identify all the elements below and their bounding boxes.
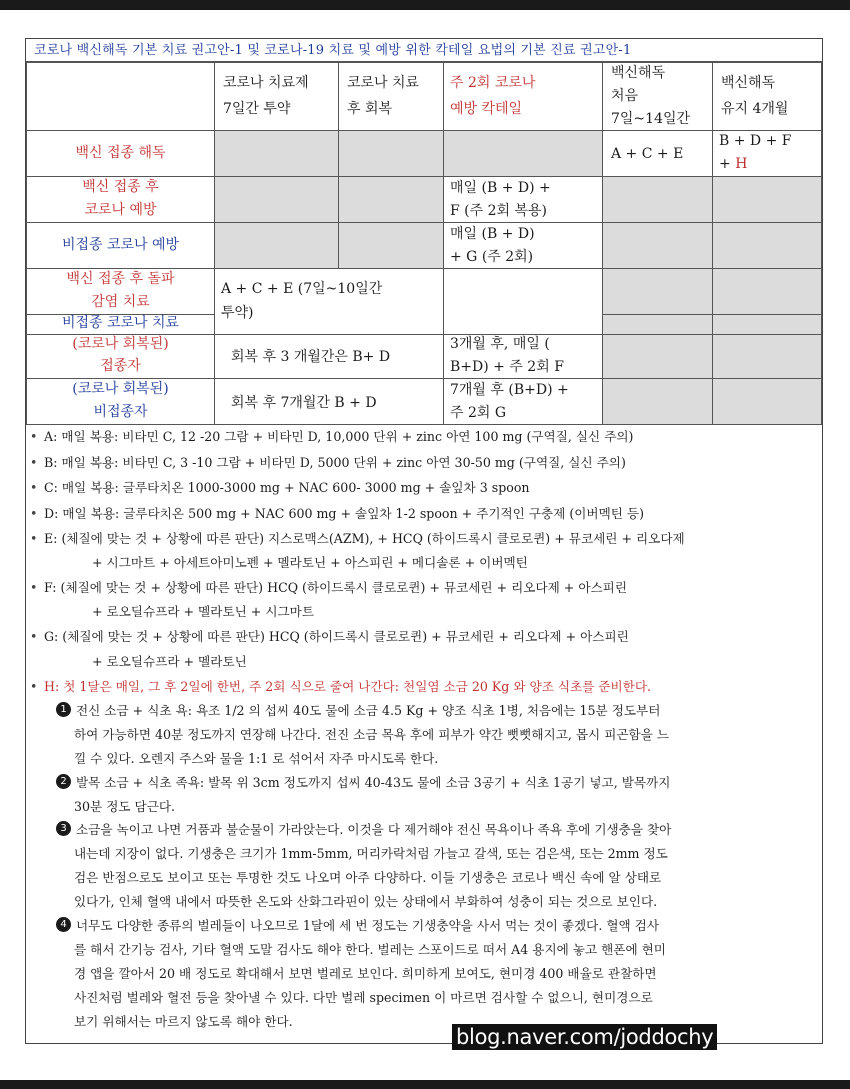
section-4-line1: 너무도 다양한 종류의 벌레들이 나오므로 1달에 세 번 정도는 기생충약을 사서 먹는 것이 좋겠다. 혈액 검사 [76, 918, 660, 933]
row7-c3 [443, 378, 603, 425]
note-b: • B: 매일 복용: 비타민 C, 3 -10 그람 + 비타민 D, 5000 단위 + zinc 아연 30-50 mg (구역질, 실신 주의) [30, 455, 626, 470]
top-bar [0, 0, 850, 10]
note-g-line2: + 로오딜슈프라 + 멜라토닌 [92, 654, 247, 669]
header-c2-line1: 코로나 치료 [347, 75, 420, 91]
header-c3-line2: 예방 칵테일 [450, 101, 523, 117]
section-4-line2: 를 해서 간기능 검사, 기타 혈액 도말 검사도 해야 한다. 벌레는 스포이드로 떠서 A4 용지에 놓고 핸폰에 현미 [74, 942, 666, 957]
row1-c5-line2 [719, 152, 747, 176]
row1-c5-h: H [735, 156, 748, 172]
section-2-line1: 발목 소금 + 식초 족욕: 발목 위 3cm 정도까지 섭씨 40-43도 물에 소금 3공기 + 식초 1공기 넣고, 발목까지 [76, 775, 671, 790]
note-g-line1: • G: (체질에 맞는 것 + 상황에 따른 판단) HCQ (하이드록시 클로로퀸) + 뮤코세린 + 리오다제 + 아스피린 [30, 629, 629, 644]
row7-c5 [712, 378, 822, 425]
row6-c3-line1: 3개월 후, 매일 ( [450, 336, 550, 352]
row2-label-line2: 코로나 예방 [84, 202, 157, 218]
row6-c12-text: 회복 후 3 개월간은 B+ D [231, 349, 391, 365]
row1-c4-text: A + C + E [611, 146, 684, 162]
header-blank-cell [26, 62, 215, 131]
row3-label: 비접종 코로나 예방 [61, 237, 180, 253]
row1-c5-plus: + [719, 156, 736, 172]
row4-c3 [443, 268, 603, 335]
section-4 [30, 914, 820, 1034]
header-c4 [602, 62, 713, 131]
header-c3 [443, 62, 603, 131]
row1-c3 [443, 130, 603, 177]
header-c3-line1: 주 2회 코로나 [450, 75, 536, 91]
row2-c3-line2: F (주 2회 복용) [450, 203, 547, 219]
section-1-line2: 하여 가능하면 40분 정도까지 연장해 나간다. 전진 소금 목욕 후에 피부가 약간 뻣뻣해지고, 몹시 피곤함을 느 [74, 727, 670, 742]
row1-c4 [602, 130, 713, 177]
row3-c3-line1: 매일 (B + D) [450, 226, 535, 242]
section-4-line4: 사진처럼 벌레와 혈전 등을 찾아낼 수 있다. 다만 벌레 specimen 이 마르면 검사할 수 없으니, 현미경으로 [74, 990, 653, 1005]
row7-c3-line2: 주 2회 G [450, 405, 507, 421]
row4-c12 [214, 268, 444, 335]
row5-c4 [602, 314, 713, 335]
section-2-line2: 30분 정도 담근다. [74, 799, 176, 814]
row6-label-line1: (코로나 회복된) [72, 336, 169, 352]
section-3-line1: 소금을 녹이고 나면 거품과 불순물이 가라앉는다. 이것을 다 제거해야 전신 목욕이나 족욕 후에 기생충을 찾아 [76, 822, 672, 837]
row7-label-cell [26, 378, 215, 425]
section-3-line4: 있다가, 인체 혈액 내에서 따뜻한 온도와 산화그라핀이 있는 상태에서 부화하여 성충이 되는 것으로 보인다. [74, 894, 658, 909]
section-2-number: 2 [56, 774, 71, 789]
row7-c12 [214, 378, 444, 425]
header-c5-line2: 유지 4개월 [721, 101, 789, 117]
document-title: 코로나 백신해독 기본 치료 권고안-1 및 코로나-19 치료 및 예방 위한 칵테일 요법의 기본 진료 권고안-1 [26, 39, 822, 62]
note-a: • A: 매일 복용: 비타민 C, 12 -20 그람 + 비타민 D, 10,000 단위 + zinc 아연 100 mg (구역질, 실신 주의) [30, 429, 634, 444]
row3-c2 [338, 222, 444, 269]
row1-label-cell [26, 130, 215, 177]
row4-c4 [602, 268, 713, 315]
row6-c5 [712, 334, 822, 379]
section-4-line3: 경 앱을 깔아서 20 배 정도로 확대해서 보면 벌레로 보인다. 희미하게 보여도, 현미경 400 배율로 관찰하면 [74, 966, 657, 981]
row6-c4 [602, 334, 713, 379]
note-f-line2: + 로오딜슈프라 + 멜라토닌 + 시그마트 [92, 604, 314, 619]
row2-c4 [602, 176, 713, 223]
row6-c3 [443, 334, 603, 379]
header-c4-line2: 처음 [611, 88, 639, 104]
section-1-line3: 낄 수 있다. 오렌지 주스와 물을 1:1 로 섞어서 자주 마시도록 한다. [74, 751, 439, 766]
row7-label-line2: 비접종자 [93, 404, 148, 420]
note-e-line1: • E: (체질에 맞는 것 + 상황에 따른 판단) 지스로맥스(AZM), + HCQ (하이드록시 클로로퀸) + 뮤코세린 + 리오다제 [30, 531, 685, 546]
row7-c3-line1: 7개월 후 (B+D) + [450, 382, 569, 398]
row1-label: 백신 접종 해독 [75, 145, 166, 161]
row4-label-cell [26, 268, 215, 315]
section-1-number: 1 [56, 702, 71, 717]
blog-watermark: blog.naver.com/joddochy [452, 1024, 717, 1050]
note-e-line2: + 시그마트 + 아세트아미노펜 + 멜라토닌 + 아스피린 + 메디솔론 + 이버멕틴 [92, 555, 528, 570]
section-4-number: 4 [56, 917, 71, 932]
row4-label-line2: 감염 치료 [91, 294, 150, 310]
section-3-line2: 내는데 지장이 없다. 기생충은 크기가 1mm-5mm, 머리카락처럼 가늘고 갈색, 또는 검은색, 또는 2mm 정도 [74, 846, 668, 861]
header-c1-line2: 7일간 투약 [223, 101, 291, 117]
note-f-line1: • F: (체질에 맞는 것 + 상황에 따른 판단) HCQ (하이드록시 클로로퀸) + 뮤코세린 + 리오다제 + 아스피린 [30, 580, 628, 595]
row3-c5 [712, 222, 822, 269]
row7-label-line1: (코로나 회복된) [72, 381, 169, 397]
section-2 [30, 771, 820, 819]
row2-c3-line1: 매일 (B + D) + [450, 180, 551, 196]
row1-c2 [338, 130, 444, 177]
row4-c12-line1: A + C + E (7일~10일간 [221, 281, 383, 297]
header-c5 [712, 62, 822, 131]
row4-label-line1: 백신 접종 후 돌파 [66, 271, 175, 287]
row3-c1 [214, 222, 339, 269]
row5-label-cell [26, 314, 215, 335]
row5-label: 비접종 코로나 치료 [61, 315, 180, 331]
row6-label-line2: 접종자 [100, 358, 141, 374]
row4-c5 [712, 268, 822, 315]
section-3-line3: 검은 반점으로도 보이고 또는 투명한 것도 나오며 아주 다양하다. 이들 기생충은 코로나 백신 속에 알 상태로 [74, 870, 662, 885]
row2-c2 [338, 176, 444, 223]
note-c: • C: 매일 복용: 글루타치온 1000-3000 mg + NAC 600- 3000 mg + 솔잎차 3 spoon [30, 480, 530, 495]
header-c1-line1: 코로나 치료제 [223, 75, 309, 91]
row2-c1 [214, 176, 339, 223]
row7-c12-text: 회복 후 7개월간 B + D [231, 395, 377, 411]
row6-c3-line2: B+D) + 주 2회 F [450, 359, 564, 375]
bottom-bar [0, 1080, 850, 1089]
note-d: • D: 매일 복용: 글루타치온 500 mg + NAC 600 mg + 솔잎차 1-2 spoon + 주기적인 구충제 (이버멕틴 등) [30, 506, 645, 521]
section-3 [30, 818, 820, 914]
row1-c5 [712, 130, 822, 177]
header-c5-line1: 백신해독 [721, 75, 776, 91]
section-1-line1: 전신 소금 + 식초 욕: 욕조 1/2 의 섭씨 40도 물에 소금 4.5 Kg + 양조 식초 1병, 처음에는 15분 정도부터 [76, 703, 661, 718]
row7-c4 [602, 378, 713, 425]
row1-c1 [214, 130, 339, 177]
note-h: • H: 첫 1달은 매일, 그 후 2일에 한번, 주 2회 식으로 줄여 나간다: 천일염 소금 20 Kg 와 양조 식초를 준비한다. [30, 679, 652, 694]
row3-c3-line2: + G (주 2회) [450, 249, 534, 265]
header-c2-line2: 후 회복 [347, 101, 393, 117]
row2-c3 [443, 176, 603, 223]
section-3-number: 3 [56, 821, 71, 836]
row1-c5-line1: B + D + F [719, 133, 792, 149]
section-4-line5: 보기 위해서는 마르지 않도록 해야 한다. [74, 1014, 293, 1029]
header-c4-line1: 백신해독 [611, 65, 666, 81]
row2-label-cell [26, 176, 215, 223]
row2-c5 [712, 176, 822, 223]
row3-c3 [443, 222, 603, 269]
row3-label-cell [26, 222, 215, 269]
header-c2 [338, 62, 444, 131]
row4-c12-line2: 투약) [221, 305, 254, 321]
header-c4-line3: 7일~14일간 [611, 111, 691, 127]
header-c1 [214, 62, 339, 131]
section-1 [30, 699, 820, 771]
row6-c12 [214, 334, 444, 379]
row6-label-cell [26, 334, 215, 379]
row2-label-line1: 백신 접종 후 [82, 179, 159, 195]
row3-c4 [602, 222, 713, 269]
row5-c5 [712, 314, 822, 335]
